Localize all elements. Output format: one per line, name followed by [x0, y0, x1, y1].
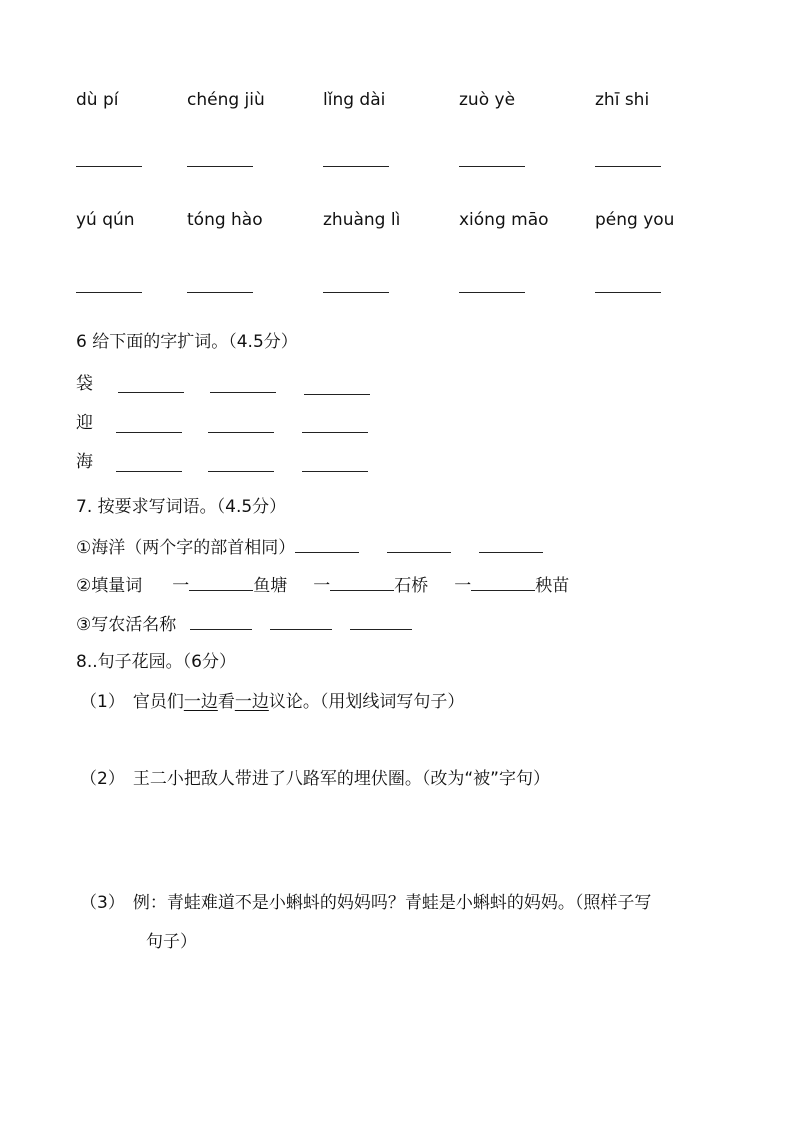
q7-word-3: 秧苗 [535, 576, 570, 596]
answer-blank[interactable] [387, 534, 451, 553]
answer-blank[interactable] [323, 278, 389, 293]
q8-s1-text: 看 [217, 692, 235, 712]
answer-blank[interactable] [208, 418, 274, 433]
answer-blank[interactable] [302, 457, 368, 472]
q8-s1-underlined: 一边 [234, 692, 269, 712]
question-7-title: 7. 按要求写词语。（4.5分） [76, 497, 287, 517]
pinyin-item: lǐng dài [323, 90, 386, 110]
q8-sentence-1 [80, 690, 464, 714]
pinyin-item: zuò yè [459, 90, 516, 110]
q8-sentence-2 [80, 767, 550, 791]
q8-s1-underlined: 一边 [183, 692, 218, 712]
q8-s2-number: （2） [80, 769, 125, 789]
pinyin-item: tóng hào [187, 210, 263, 230]
answer-blank[interactable] [190, 611, 252, 630]
answer-blank[interactable] [295, 534, 359, 553]
question-6-title: 6 给下面的字扩词。（4.5分） [76, 332, 298, 352]
q8-s3-line-1: 例：青蛙难道不是小蝌蚪的妈妈吗？青蛙是小蝌蚪的妈妈。（照样子写 [132, 893, 652, 913]
q7-yi-1: 一 [172, 576, 190, 596]
answer-blank[interactable] [210, 378, 276, 393]
q8-s3-number: （3） [80, 893, 125, 913]
q7-item-1 [76, 534, 543, 560]
answer-blank[interactable] [118, 378, 184, 393]
pinyin-item: chéng jiù [187, 90, 265, 110]
q7-item-3 [76, 611, 412, 637]
pinyin-item: péng you [595, 210, 675, 230]
answer-blank[interactable] [350, 611, 412, 630]
q8-s1-text: 官员们 [132, 692, 184, 712]
q8-s3-line-2: 句子） [146, 932, 197, 952]
q6-char-1: 袋 [76, 374, 93, 394]
q7-item-1-label: ①海洋（两个字的部首相同） [76, 538, 296, 558]
pinyin-row-2 [0, 208, 794, 238]
q7-yi-3: 一 [454, 576, 472, 596]
answer-blank[interactable] [330, 572, 394, 591]
q7-yi-2: 一 [313, 576, 331, 596]
q8-s1-text: 议论。（用划线词写句子） [268, 692, 465, 712]
pinyin-item: xióng māo [459, 210, 549, 230]
answer-blank[interactable] [595, 152, 661, 167]
answer-blank[interactable] [76, 278, 142, 293]
pinyin-item: zhī shi [595, 90, 650, 110]
answer-blank[interactable] [116, 418, 182, 433]
answer-blank[interactable] [187, 152, 253, 167]
answer-blank[interactable] [189, 572, 253, 591]
q7-word-2: 石桥 [394, 576, 429, 596]
answer-blank[interactable] [187, 278, 253, 293]
answer-blank[interactable] [304, 380, 370, 395]
pinyin-item: yú qún [76, 210, 135, 230]
answer-blank[interactable] [323, 152, 389, 167]
q6-char-3: 海 [76, 452, 93, 472]
q6-char-2: 迎 [76, 413, 93, 433]
q8-sentence-3 [80, 891, 651, 915]
answer-blank[interactable] [116, 457, 182, 472]
q7-word-1: 鱼塘 [253, 576, 288, 596]
answer-blank[interactable] [208, 457, 274, 472]
q7-item-2-label: ②填量词 [76, 576, 143, 596]
answer-blank[interactable] [76, 152, 142, 167]
answer-blank[interactable] [459, 278, 525, 293]
q7-item-2 [76, 572, 569, 598]
pinyin-item: zhuàng lì [323, 210, 401, 230]
answer-blank[interactable] [302, 418, 368, 433]
pinyin-row-1 [0, 88, 794, 118]
answer-blank[interactable] [471, 572, 535, 591]
q8-s1-number: （1） [80, 692, 125, 712]
q7-item-3-label: ③写农活名称 [76, 615, 177, 635]
answer-blank[interactable] [595, 278, 661, 293]
question-8-title: 8..句子花园。（6分） [76, 652, 236, 672]
answer-blanks-row-2 [0, 278, 794, 308]
answer-blank[interactable] [479, 534, 543, 553]
answer-blank[interactable] [459, 152, 525, 167]
answer-blank[interactable] [270, 611, 332, 630]
pinyin-item: dù pí [76, 90, 119, 110]
answer-blanks-row-1 [0, 152, 794, 182]
q8-s2-text: 王二小把敌人带进了八路军的埋伏圈。（改为“被”字句） [132, 769, 550, 789]
